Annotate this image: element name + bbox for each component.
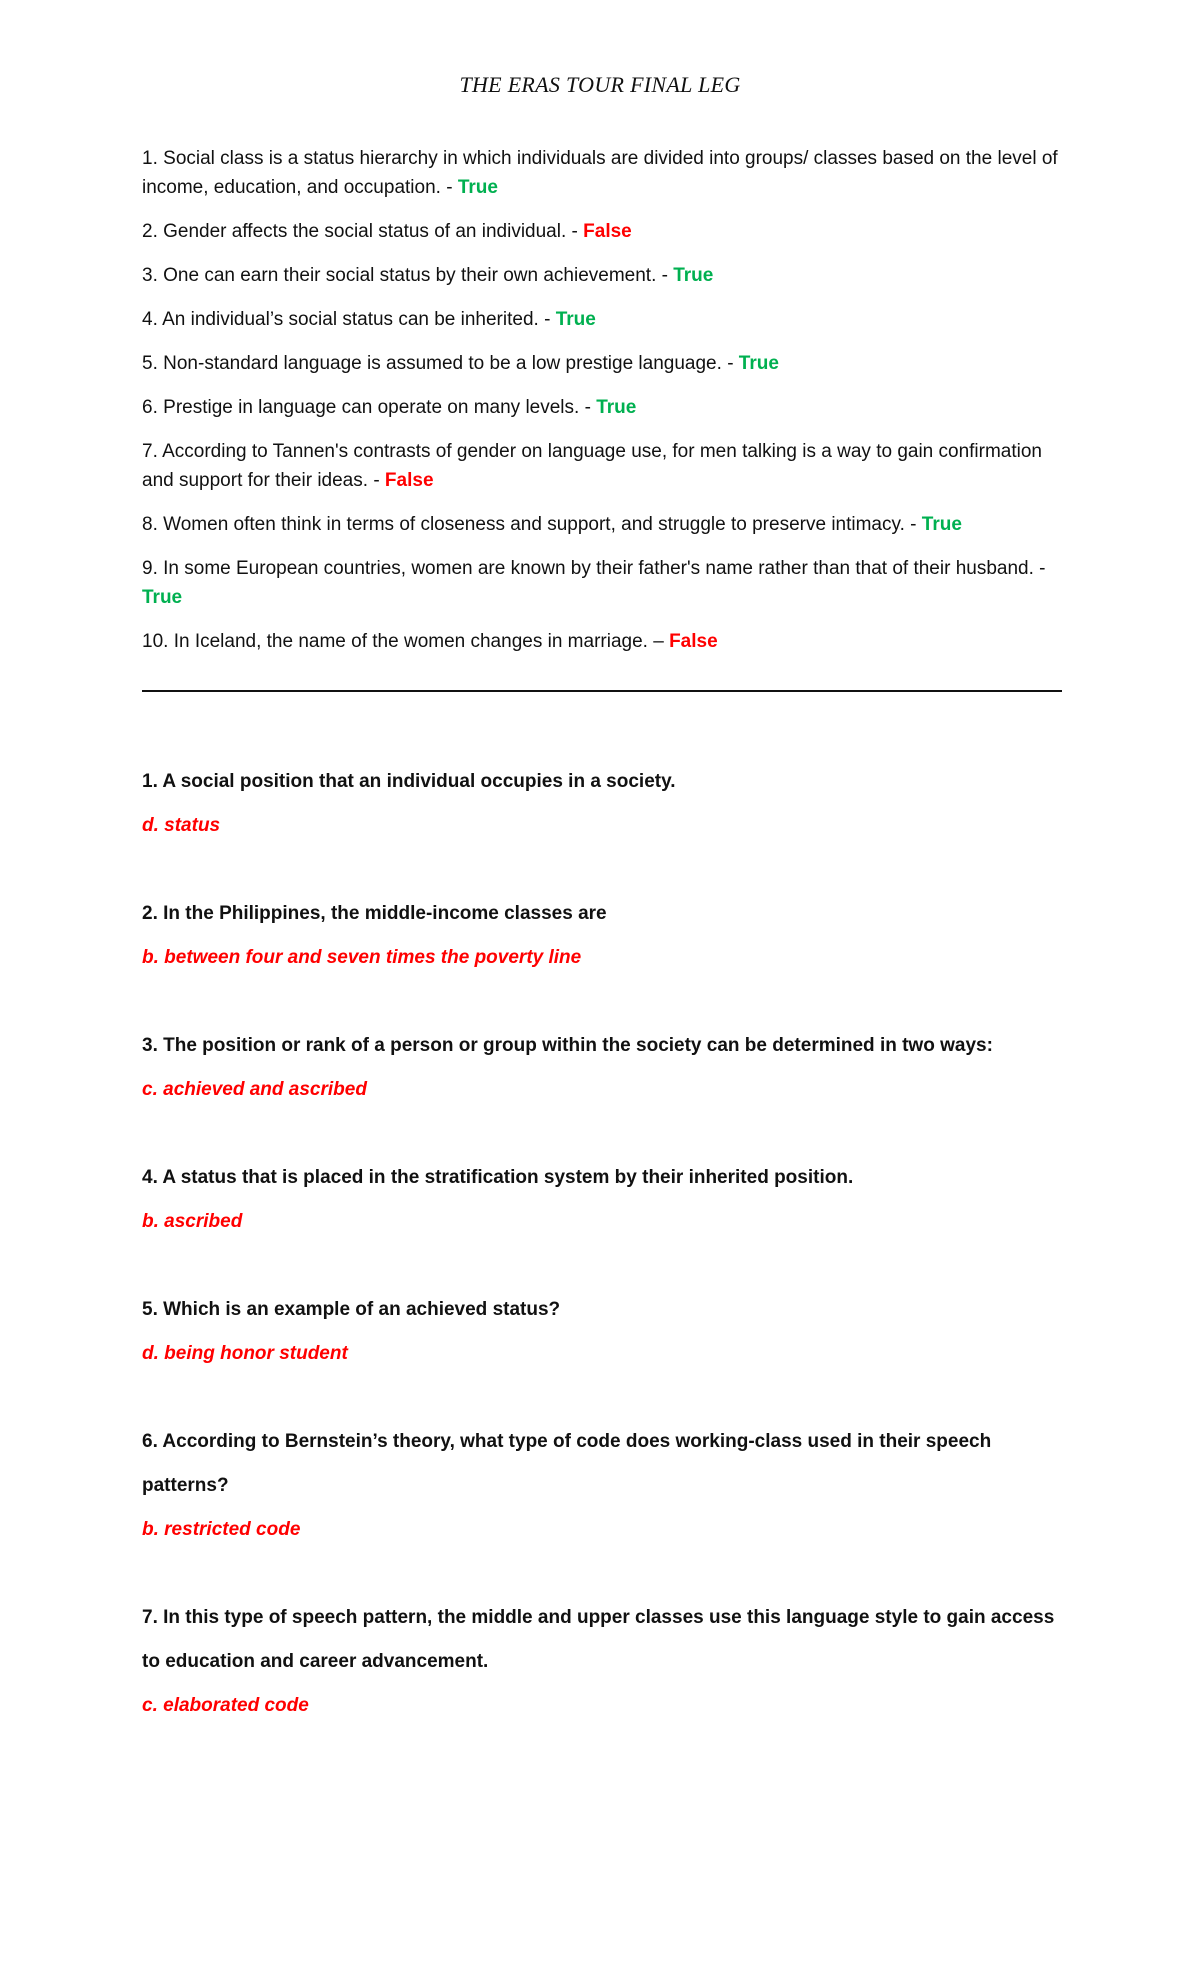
item-number: 1.: [142, 148, 158, 169]
item-answer: True: [596, 397, 637, 418]
answer-text: c. achieved and ascribed: [142, 1079, 367, 1100]
item-number: 6.: [142, 397, 158, 418]
question-text: 2. In the Philippines, the middle-income classes are: [142, 903, 607, 924]
true-false-item: [142, 554, 1062, 612]
item-answer: True: [738, 353, 779, 374]
item-number: 2.: [142, 221, 158, 242]
item-answer: False: [583, 221, 632, 242]
item-statement: Non-standard language is assumed to be a low prestige language.: [163, 353, 722, 374]
item-number: 5.: [142, 353, 158, 374]
item-number: 4.: [142, 309, 158, 330]
multiple-choice-item: [142, 760, 1062, 848]
item-separator: -: [446, 177, 453, 198]
item-number: 7.: [142, 441, 158, 462]
item-answer: True: [673, 265, 714, 286]
true-false-section: [142, 144, 1062, 671]
item-statement: Prestige in language can operate on many levels.: [163, 397, 580, 418]
question-text: 7. In this type of speech pattern, the middle and upper classes use this language style to gain access to education and career advancement.: [142, 1607, 1055, 1672]
multiple-choice-item: [142, 1596, 1062, 1728]
question-text: 6. According to Bernstein’s theory, what type of code does working-class used in their speech patterns?: [142, 1431, 992, 1496]
true-false-item: [142, 627, 1062, 656]
item-separator: –: [653, 631, 664, 652]
item-number: 8.: [142, 514, 158, 535]
true-false-item: [142, 144, 1062, 202]
question-text: 4. A status that is placed in the stratification system by their inherited position.: [142, 1167, 854, 1188]
item-separator: -: [1039, 558, 1046, 579]
item-separator: -: [373, 470, 380, 491]
multiple-choice-item: [142, 1420, 1062, 1552]
item-separator: -: [584, 397, 591, 418]
multiple-choice-item: [142, 1156, 1062, 1244]
item-separator: -: [910, 514, 917, 535]
item-answer: False: [669, 631, 718, 652]
answer-text: b. between four and seven times the poverty line: [142, 947, 582, 968]
answer-text: d. status: [142, 815, 221, 836]
item-statement: Women often think in terms of closeness and support, and struggle to preserve intimacy.: [163, 514, 905, 535]
item-statement: In Iceland, the name of the women changes in marriage.: [173, 631, 648, 652]
answer-text: c. elaborated code: [142, 1695, 309, 1716]
section-divider: [142, 690, 1062, 692]
item-separator: -: [661, 265, 668, 286]
item-number: 3.: [142, 265, 158, 286]
answer-text: d. being honor student: [142, 1343, 348, 1364]
true-false-item: [142, 305, 1062, 334]
item-answer: False: [384, 470, 434, 491]
true-false-item: [142, 510, 1062, 539]
true-false-item: [142, 393, 1062, 422]
true-false-item: [142, 217, 1062, 246]
item-answer: True: [555, 309, 596, 330]
multiple-choice-item: [142, 892, 1062, 980]
item-statement: An individual’s social status can be inherited.: [162, 309, 539, 330]
item-number: 10.: [142, 631, 169, 652]
true-false-item: [142, 261, 1062, 290]
item-statement: In some European countries, women are known by their father's name rather than that of their husband.: [163, 558, 1034, 579]
multiple-choice-item: [142, 1288, 1062, 1376]
item-statement: Social class is a status hierarchy in which individuals are divided into groups/ classes based on the level of income, education, and occupation.: [142, 148, 1058, 198]
question-text: 1. A social position that an individual occupies in a society.: [142, 771, 676, 792]
item-answer: True: [921, 514, 962, 535]
item-statement: One can earn their social status by their own achievement.: [163, 265, 657, 286]
multiple-choice-section: [142, 760, 1062, 1772]
true-false-item: [142, 349, 1062, 378]
answer-text: b. ascribed: [142, 1211, 243, 1232]
document-title: THE ERAS TOUR FINAL LEG: [459, 72, 741, 97]
true-false-item: [142, 437, 1062, 495]
multiple-choice-item: [142, 1024, 1062, 1112]
item-number: 9.: [142, 558, 158, 579]
item-separator: -: [727, 353, 734, 374]
item-answer: True: [142, 587, 183, 608]
question-text: 5. Which is an example of an achieved status?: [142, 1299, 561, 1320]
item-statement: According to Tannen's contrasts of gender on language use, for men talking is a way to gain confirmation and support for their ideas.: [142, 441, 1043, 491]
item-statement: Gender affects the social status of an individual.: [163, 221, 567, 242]
question-text: 3. The position or rank of a person or group within the society can be determined in two ways:: [142, 1035, 993, 1056]
item-answer: True: [457, 177, 498, 198]
item-separator: -: [571, 221, 578, 242]
answer-text: b. restricted code: [142, 1519, 301, 1540]
item-separator: -: [544, 309, 551, 330]
